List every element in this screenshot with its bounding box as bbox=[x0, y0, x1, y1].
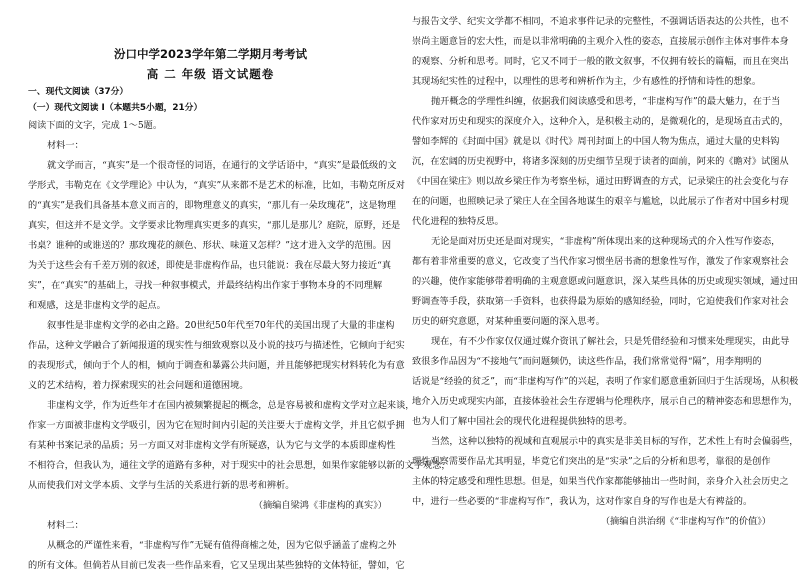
text-line: 的“真实”是我们具备基本意义而言的，即物理意义的真实，“那儿有一朵玫瑰花”，这是物理 bbox=[28, 200, 396, 211]
text-line: 从概念的严谨性来看，“非虚构写作”无疑有值得商榷之处，因为它似乎涵盖了虚构之外 bbox=[47, 540, 397, 551]
text-line: 的兴趣，使作家能够带着明确的主观意愿或问题意识，深入某些具体的历史或现实领域，通过田 bbox=[412, 276, 798, 287]
material2-label: 材料二： bbox=[47, 520, 84, 531]
text-line: 从而使我们对文学本质、文学与生活的关系进行新的思考和辨析。 bbox=[28, 480, 295, 491]
subsection-heading: （一）现代文阅读 I（本题共5小题，21分） bbox=[28, 103, 203, 113]
text-line: 当然，这种以独特的视域和直观展示中的真实是非美目标的写作，艺术性上有时会偏弱些， bbox=[431, 436, 799, 447]
text-line: 的所有文体。但倘若从目前已发表一些作品来看，它又呈现出某些独特的文体特征，譬如，它 bbox=[28, 560, 405, 571]
material1-label: 材料一： bbox=[47, 140, 84, 151]
text-line: 不相符合，但我认为，通往文学的道路有多种，对于现实中的社会思想，如果作家能够以新的文学观念， bbox=[28, 460, 451, 471]
material1-paragraph2 bbox=[28, 316, 405, 396]
text-line: 致很多作品因为“不接地气”而问题频仍，读这些作品，我们常常觉得“隔”，用李翔明的 bbox=[412, 356, 762, 367]
text-line: 作品，这种文学融合了新闻报道的现实性与细致观察以及小说的技巧与描述性，它倾向于纪实 bbox=[28, 340, 405, 351]
text-line: 为关于这些会有千差万别的叙述，即使是非虚构作品，也只能说：我在尽最大努力接近“真 bbox=[28, 260, 392, 271]
exam-title: 汾口中学2023学年第二学期月考考试 bbox=[113, 47, 307, 61]
text-line: 话说是“经验的贫乏”，而“非虚构写作”的兴起，表明了作家们愿意重新回归于生活现场，从积极 bbox=[412, 376, 799, 387]
text-line: 都有着非常重要的意义，它改变了当代作家习惯坐居书斋的想象性写作，激发了作家观察社会 bbox=[412, 256, 789, 267]
instruction-text: 阅读下面的文字，完成 1～5题。 bbox=[28, 120, 163, 131]
text-line: 书桌？谁种的或谁送的？那玫瑰花的颜色、形状、味道又怎样？”这才进入文学的范围。因 bbox=[28, 240, 392, 251]
text-line: 与报告文学、纪实文学都不相同，不追求事件记录的完整性，不强调话语表达的公共性，也不 bbox=[412, 16, 789, 27]
text-line: 抛开概念的学理性纠缠，依据我们阅读感受和思考，“非虚构写作”的最大魅力，在于当 bbox=[431, 96, 781, 107]
text-line: 作家一方面被非虚构文学吸引，因为它在短时间内引起的关注要大于虚构文学，并且它似乎拥 bbox=[28, 420, 405, 431]
material2-paragraph5 bbox=[412, 432, 799, 512]
right-column bbox=[412, 0, 799, 561]
text-line: 的表现形式，倾向于个人的相，倾向于调查和暴露公共问题，并且能够把现实材料转化为有意 bbox=[28, 360, 405, 371]
material1-source: （摘编自梁鸿《非虚构的真实》） bbox=[253, 500, 387, 511]
text-line: 历史的研究意愿，对某种重要问题的深入思考。 bbox=[412, 316, 605, 327]
material2-paragraph4 bbox=[412, 332, 799, 432]
text-line: 《中国在梁庄》则以故乡梁庄作为考察坐标，通过田野调查的方式，记录梁庄的社会变化与存 bbox=[412, 176, 789, 187]
text-line: 学形式，韦勒克在《文学理论》中认为，“真实”从来都不是艺术的标准，比如，韦勒克所反对 bbox=[28, 180, 405, 191]
text-line: 的观察、分析和思考。同时，它又不同于一般的散文叙事，不仅拥有较长的篇幅，而且在突出 bbox=[412, 56, 789, 67]
text-line: 现在，有不少作家仅仅通过媒介资讯了解社会，只是凭借经验和习惯来处理现实，由此导 bbox=[431, 336, 790, 347]
exam-subtitle: 高 二 年级 语文试题卷 bbox=[146, 67, 275, 81]
material2-paragraph3 bbox=[412, 232, 798, 332]
text-line: 理性观察需要作品尤其明显，毕竟它们突出的是“实录”之后的分析和思考，靠很的是创作 bbox=[412, 456, 771, 467]
left-column bbox=[28, 0, 451, 571]
text-line: 和观感，这是非虚构文学的起点。 bbox=[28, 300, 166, 311]
text-line: 地介入历史或现实内部，直接体验社会生存逻辑与伦理秩序，展示自己的精神姿态和思想作为， bbox=[412, 396, 798, 407]
material2-source: （摘编自洪治纲《“非虚构写作”的价值》） bbox=[600, 516, 771, 527]
text-line: 真实，但这并不是文学。文学要求比物理真实更多的真实，“那儿是那儿？庭院，原野，还是 bbox=[28, 220, 401, 231]
text-line: 在的问题，也照映记录了梁庄人在全国各地谋生的艰辛与尴尬，以此展示了作者对中国乡村现 bbox=[412, 196, 789, 207]
text-line: 有某种书案记录的品质；另一方面又对非虚构文学有所疑惑，认为它与文学的本质即虚构性 bbox=[28, 440, 396, 451]
material2-paragraph2 bbox=[412, 92, 789, 232]
text-line: 代化进程的独特反思。 bbox=[412, 216, 504, 227]
text-line: 也为人们了解中国社会的现代化进程提供独特的思考。 bbox=[412, 416, 633, 427]
text-line: 实”，在“真实”的基础上，寻找一种叙事模式，并最终结构出作家于事物本身的不同理解 bbox=[28, 280, 383, 291]
material2-paragraph1-cont bbox=[412, 12, 789, 92]
text-line: 野调查等手段，获取第一手资料，也获得最为原始的感知经验，同时，它迫使我们作家对社会 bbox=[412, 296, 789, 307]
text-line: 无论是面对历史还是面对现实，“非虚构”所体现出来的这种现场式的介入性写作姿态， bbox=[431, 236, 781, 247]
text-line: 主体的特定感受和理性思想。但是，如果当代作家都能够抽出一些时间，亲身介入社会历史之 bbox=[412, 476, 789, 487]
section-heading: 一、现代文阅读（37分） bbox=[28, 87, 129, 97]
material1-paragraph1 bbox=[28, 156, 405, 316]
text-line: 叙事性是非虚构文学的必由之路。20世纪50年代至70年代的美国出现了大量的非虚构 bbox=[47, 320, 395, 331]
text-line: 沉，在宏阔的历史视野中，将诸多深刻的历史细节呈现于读者的面前，阿来的《瞻对》试图从 bbox=[412, 156, 789, 167]
text-line: 义的艺术结构，着力探索现实的社会问题和道德困境。 bbox=[28, 380, 249, 391]
material1-paragraph3 bbox=[28, 396, 451, 496]
text-line: 代作家对历史和现实的深度介入，这种介入，是积极主动的，是微观化的，是现场直击式的， bbox=[412, 116, 789, 127]
text-line: 就文学而言，“真实”是一个很奇怪的词语，在通行的文学话语中，“真实”是最低级的文 bbox=[47, 160, 397, 171]
text-line: 非虚构文学，作为近些年才在国内被频繁提起的概念，总是容易被和虚构文学对立起来谈， bbox=[47, 400, 415, 411]
text-line: 中，进行一些必要的“非虚构写作”，我认为，这对作家自身的写作也是大有裨益的。 bbox=[412, 496, 753, 507]
text-line: 崇尚主题意旨的宏大性，而是以非常明确的主观介入性的姿态，直接展示创作主体对事件本身 bbox=[412, 36, 789, 47]
text-line: 譬如李辉的《封面中国》就是以《时代》周刊封面上的中国人物为焦点，通过大量的史料钩 bbox=[412, 136, 780, 147]
text-line: 其现场纪实性的过程中，以理性的思考和辨析作为主，少有感性的抒情和诗性的想象。 bbox=[412, 76, 762, 87]
